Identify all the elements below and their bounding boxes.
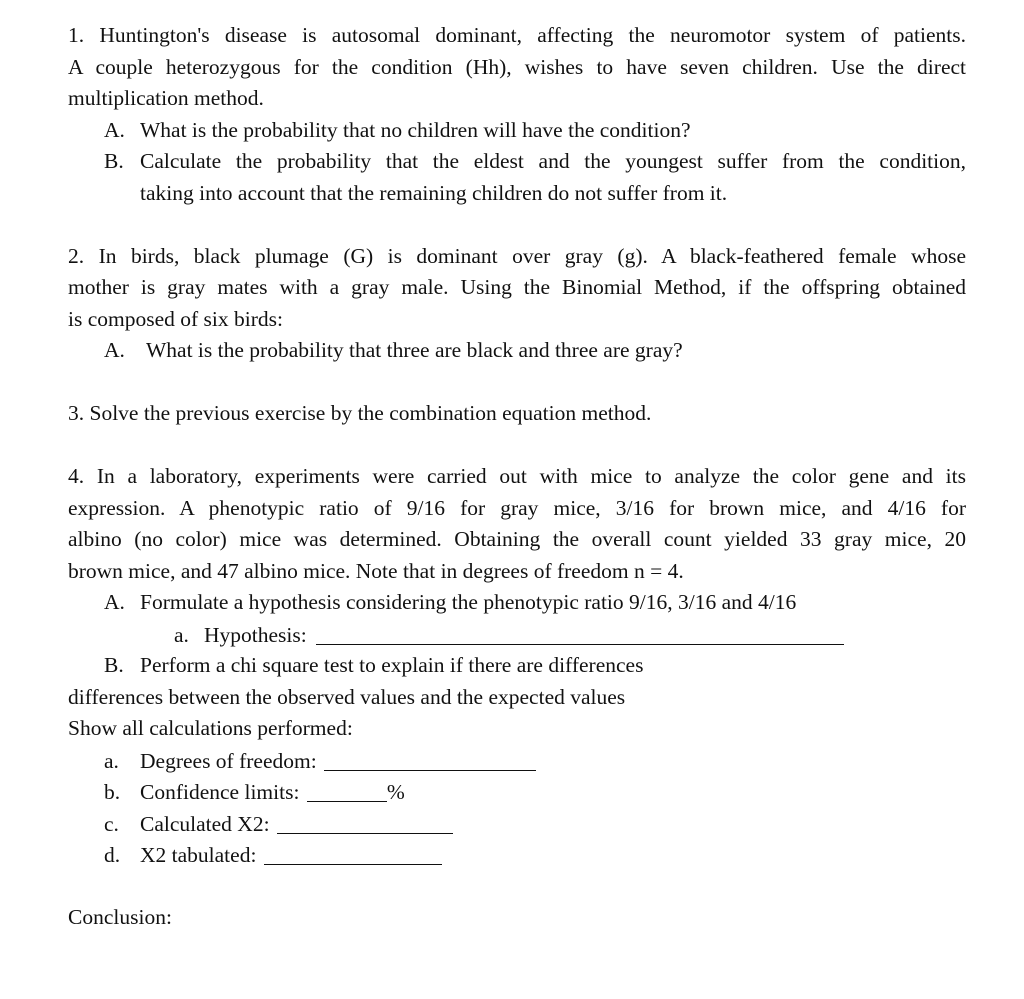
q4-line-3: albino (no color) mice was determined. Obtaining the overall count yielded 33 gray mice, 20 xyxy=(68,527,966,551)
q4-item-b-label: Confidence limits: xyxy=(140,780,300,804)
q4-part-a xyxy=(68,587,966,619)
q4-part-a-marker: A. xyxy=(104,590,125,614)
q1-part-b-text-2: taking into account that the remaining children do not suffer from it. xyxy=(140,180,728,205)
x2-tabulated-blank[interactable] xyxy=(264,842,442,865)
q4-item-c xyxy=(68,808,966,840)
q4-conclusion-label: Conclusion: xyxy=(68,905,172,929)
q4-line-2: expression. A phenotypic ratio of 9/16 for gray mice, 3/16 for brown mice, and 4/16 for xyxy=(68,495,966,520)
q2-part-a-text: What is the probability that three are black and three are gray? xyxy=(146,338,683,362)
q1-part-b-text-1: Calculate the probability that the eldest and the youngest suffer from the condition, xyxy=(140,149,966,173)
q4-item-a xyxy=(68,745,966,777)
document-page xyxy=(68,20,966,934)
q4-item-c-label: Calculated X2: xyxy=(140,811,270,836)
q2-part-a-marker: A. xyxy=(104,338,125,362)
q4-item-d-marker: d. xyxy=(104,843,121,867)
q4-item-a-label: Degrees of freedom: xyxy=(140,748,317,773)
degrees-of-freedom-blank[interactable] xyxy=(324,748,536,771)
q2-line-1: 2. In birds, black plumage (G) is dominant over gray (g). A black-feathered female whose xyxy=(68,243,966,268)
hypothesis-answer-blank[interactable] xyxy=(316,622,844,645)
q4-hypothesis xyxy=(68,619,966,651)
q4-item-d xyxy=(68,839,966,871)
question-3 xyxy=(68,398,966,430)
q1-part-a xyxy=(68,115,966,147)
q4-hypothesis-marker: a. xyxy=(174,622,189,647)
q1-part-a-text: What is the probability that no children will have the condition? xyxy=(140,117,691,142)
q4-item-a-marker: a. xyxy=(104,748,119,773)
question-4 xyxy=(68,461,966,934)
q4-item-d-label: X2 tabulated: xyxy=(140,843,257,867)
confidence-limits-blank[interactable] xyxy=(307,779,387,802)
q4-item-b-suffix: % xyxy=(386,780,405,804)
q2-line-2: mother is gray mates with a gray male. Using the Binomial Method, if the offspring obtained xyxy=(68,275,966,299)
q3-text: 3. Solve the previous exercise by the combination equation method. xyxy=(68,401,652,425)
question-1 xyxy=(68,20,966,209)
q4-part-a-text: Formulate a hypothesis considering the phenotypic ratio 9/16, 3/16 and 4/16 xyxy=(140,590,797,614)
q4-item-c-marker: c. xyxy=(104,811,119,836)
q2-line-3: is composed of six birds: xyxy=(68,306,283,331)
q4-part-b-cont-2: Show all calculations performed: xyxy=(68,716,353,740)
question-2 xyxy=(68,241,966,367)
q1-line-3: multiplication method. xyxy=(68,86,264,110)
q2-part-a xyxy=(68,335,966,367)
q4-item-b xyxy=(68,776,966,808)
q4-line-1: 4. In a laboratory, experiments were carried out with mice to analyze the color gene and its xyxy=(68,464,966,488)
calculated-x2-blank[interactable] xyxy=(277,811,453,834)
q1-line-1: 1. Huntington's disease is autosomal dominant, affecting the neuromotor system of patients. xyxy=(68,23,966,47)
q1-part-b xyxy=(68,146,966,178)
q4-part-b-cont-1: differences between the observed values and the expected values xyxy=(68,684,626,709)
q1-part-b-marker: B. xyxy=(104,149,124,173)
q4-line-4: brown mice, and 47 albino mice. Note that in degrees of freedom n = 4. xyxy=(68,558,684,583)
q1-part-a-marker: A. xyxy=(104,117,125,142)
q4-part-b-marker: B. xyxy=(104,653,124,677)
q4-hypothesis-label: Hypothesis: xyxy=(204,622,307,647)
q1-line-2: A couple heterozygous for the condition (Hh), wishes to have seven children. Use the direct xyxy=(68,54,966,79)
q4-part-b-text: Perform a chi square test to explain if there are differences xyxy=(140,653,644,677)
q4-item-b-marker: b. xyxy=(104,780,121,804)
q4-part-b xyxy=(68,650,966,682)
